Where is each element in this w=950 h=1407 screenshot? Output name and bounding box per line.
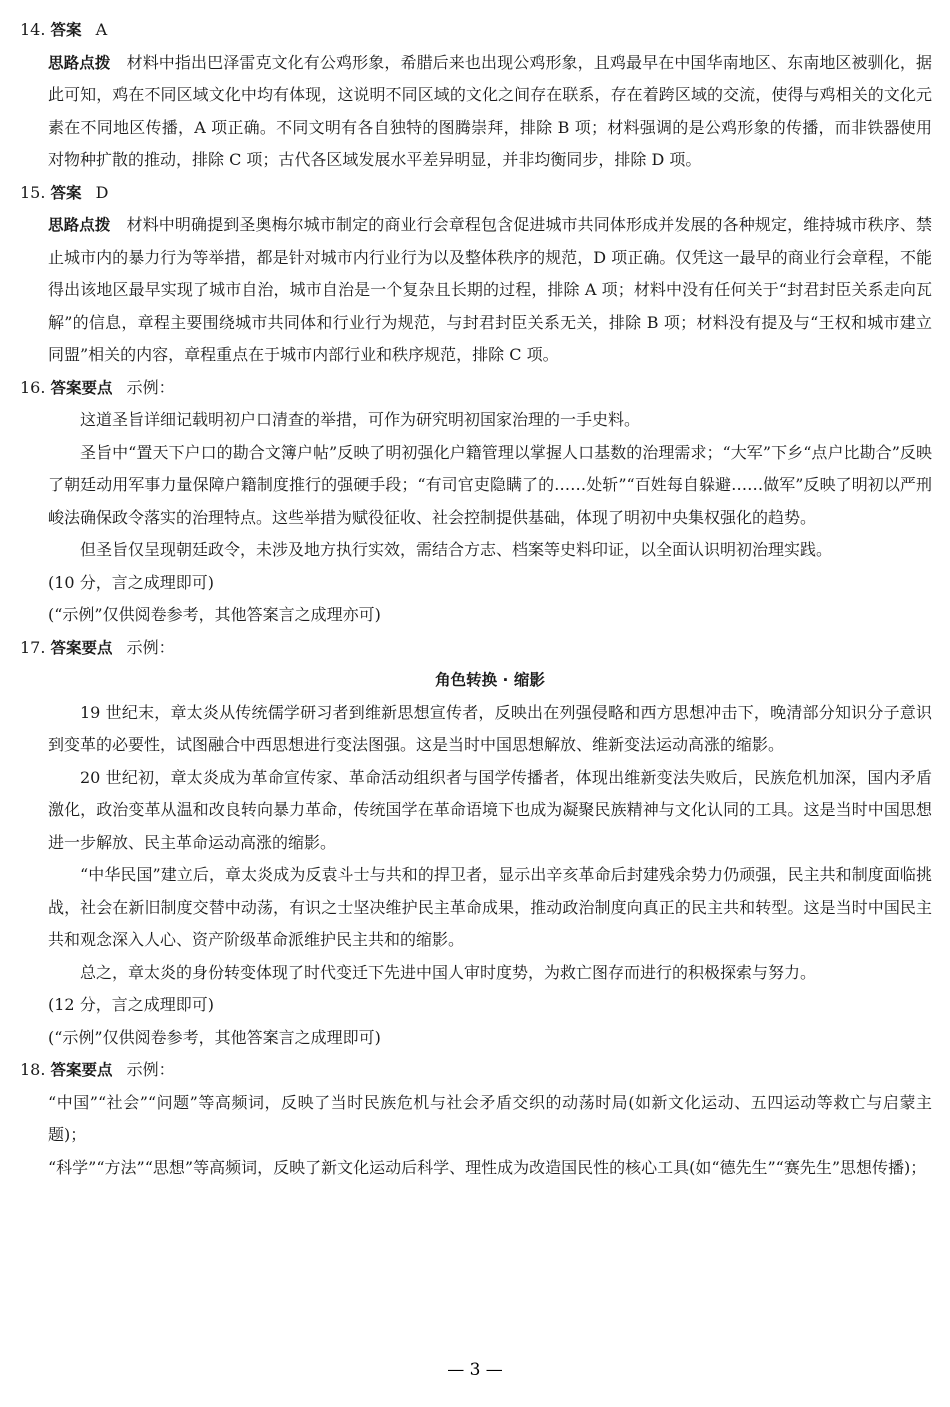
paragraph: 总之，章太炎的身份转变体现了时代变迁下先进中国人审时度势，为救亡图存而进行的积极探索与努力。 (80, 962, 817, 982)
answer-label: 答案 (50, 21, 82, 39)
points-label: 答案要点 (50, 1061, 113, 1079)
question-17 (20, 632, 932, 1055)
answer-value: A (95, 20, 108, 39)
example-label: 示例： (126, 637, 175, 657)
answer-page (20, 14, 932, 1184)
question-number: 16. (20, 377, 46, 397)
answer-label: 答案 (50, 183, 82, 202)
paragraph: 这道圣旨详细记载明初户口清查的举措，可作为研究明初国家治理的一手史料。 (80, 410, 641, 429)
score-note: (10 分，言之成理即可) (48, 572, 214, 592)
analysis-text: 材料中明确提到圣奥梅尔城市制定的商业行会章程包含促进城市共同体形成并发展的各种规定，维持城市秩序、禁止城市内的暴力行为等举措，都是针对城市内行业行为以及整体秩序的规范，D 项正确。仅凭这一最早的商业行会章程，不能得出该地区最早实现了城市自治，城市自治是一个复杂且长期的过程，排除 A 项；材料中没有任何关于“封君封臣关系走向瓦解”的信息，章程主要围绕城市共同体和行业行为规范，与封君封臣关系无关，排除 B 项；材料没有提及与“王权和城市建立同盟”相关的内容，章程重点在于城市内部行业和秩序规范，排除 C 项。 (48, 215, 932, 364)
question-18 (20, 1054, 932, 1184)
question-number: 14. (20, 20, 46, 39)
paragraph: 但圣旨仅呈现朝廷政令，未涉及地方执行实效，需结合方志、档案等史料印证，以全面认识明初治理实践。 (80, 540, 833, 559)
question-16 (20, 372, 932, 632)
paragraph: 19 世纪末，章太炎从传统儒学研习者到维新思想宣传者，反映出在列强侵略和西方思想冲击下，晚清部分知识分子意识到变革的必要性，试图融合中西思想进行变法图强。这是当时中国思想解放、维新变法运动高涨的缩影。 (48, 702, 932, 754)
paragraph: “科学”“方法”“思想”等高频词，反映了新文化运动后科学、理性成为改造国民性的核心工具(如“德先生”“赛先生”思想传播)； (48, 1157, 927, 1177)
page-number: — 3 — (447, 1360, 503, 1380)
reference-note: (“示例”仅供阅卷参考，其他答案言之成理即可) (48, 1027, 381, 1047)
analysis-label: 思路点拨 (48, 53, 111, 72)
reference-note: (“示例”仅供阅卷参考，其他答案言之成理亦可) (48, 605, 381, 624)
question-14 (20, 14, 932, 177)
analysis-label: 思路点拨 (48, 216, 111, 234)
question-number: 18. (20, 1060, 46, 1079)
paragraph: 圣旨中“置天下户口的勘合文簿户帖”反映了明初强化户籍管理以掌握人口基数的治理需求；“大军”下乡“点户比勘合”反映了朝廷动用军事力量保障户籍制度推行的强硬手段；“有司官吏隐瞒了的……处斩”“百姓每自躲避……做军”反映了明初以严刑峻法确保政令落实的治理特点。这些举措为赋役征收、社会控制提供基础，体现了明初中央集权强化的趋势。 (48, 442, 932, 527)
paragraph: “中华民国”建立后，章太炎成为反袁斗士与共和的捍卫者，显示出辛亥革命后封建残余势力仍顽强，民主共和制度面临挑战，社会在新旧制度交替中动荡，有识之士坚决维护民主革命成果，推动政治制度向真正的民主共和转型。这是当时中国民主共和观念深入人心、资产阶级革命派维护民主共和的缩影。 (48, 865, 932, 949)
score-note: (12 分，言之成理即可) (48, 995, 214, 1014)
paragraph: 20 世纪初，章太炎成为革命宣传家、革命活动组织者与国学传播者，体现出维新变法失败后，民族危机加深，国内矛盾激化，政治变革从温和改良转向暴力革命，传统国学在革命语境下也成为凝聚民族精神与文化认同的工具。这是当时中国思想进一步解放、民主革命运动高涨的缩影。 (48, 767, 932, 852)
question-number: 17. (20, 637, 46, 657)
question-number: 15. (20, 182, 46, 202)
paragraph: “中国”“社会”“问题”等高频词，反映了当时民族危机与社会矛盾交织的动荡时局(如新文化运动、五四运动等救亡与启蒙主题)； (48, 1092, 932, 1144)
analysis-text: 材料中指出巴泽雷克文化有公鸡形象，希腊后来也出现公鸡形象，且鸡最早在中国华南地区、东南地区被驯化，据此可知，鸡在不同区域文化中均有体现，这说明不同区域的文化之间存在联系，存在着跨区域的交流，使得与鸡相关的文化元素在不同地区传播，A 项正确。不同文明有各自独特的图腾崇拜，排除 B 项；材料强调的是公鸡形象的传播，而非铁器使用对物种扩散的推动，排除 C 项；古代各区域发展水平差异明显，并非均衡同步，排除 D 项。 (48, 52, 932, 169)
essay-title: 角色转换 · 缩影 (435, 671, 545, 689)
points-label: 答案要点 (50, 638, 113, 657)
example-label: 示例： (126, 1060, 175, 1079)
points-label: 答案要点 (50, 378, 113, 397)
answer-value: D (95, 182, 109, 202)
question-15 (20, 177, 932, 372)
example-label: 示例： (126, 377, 175, 397)
